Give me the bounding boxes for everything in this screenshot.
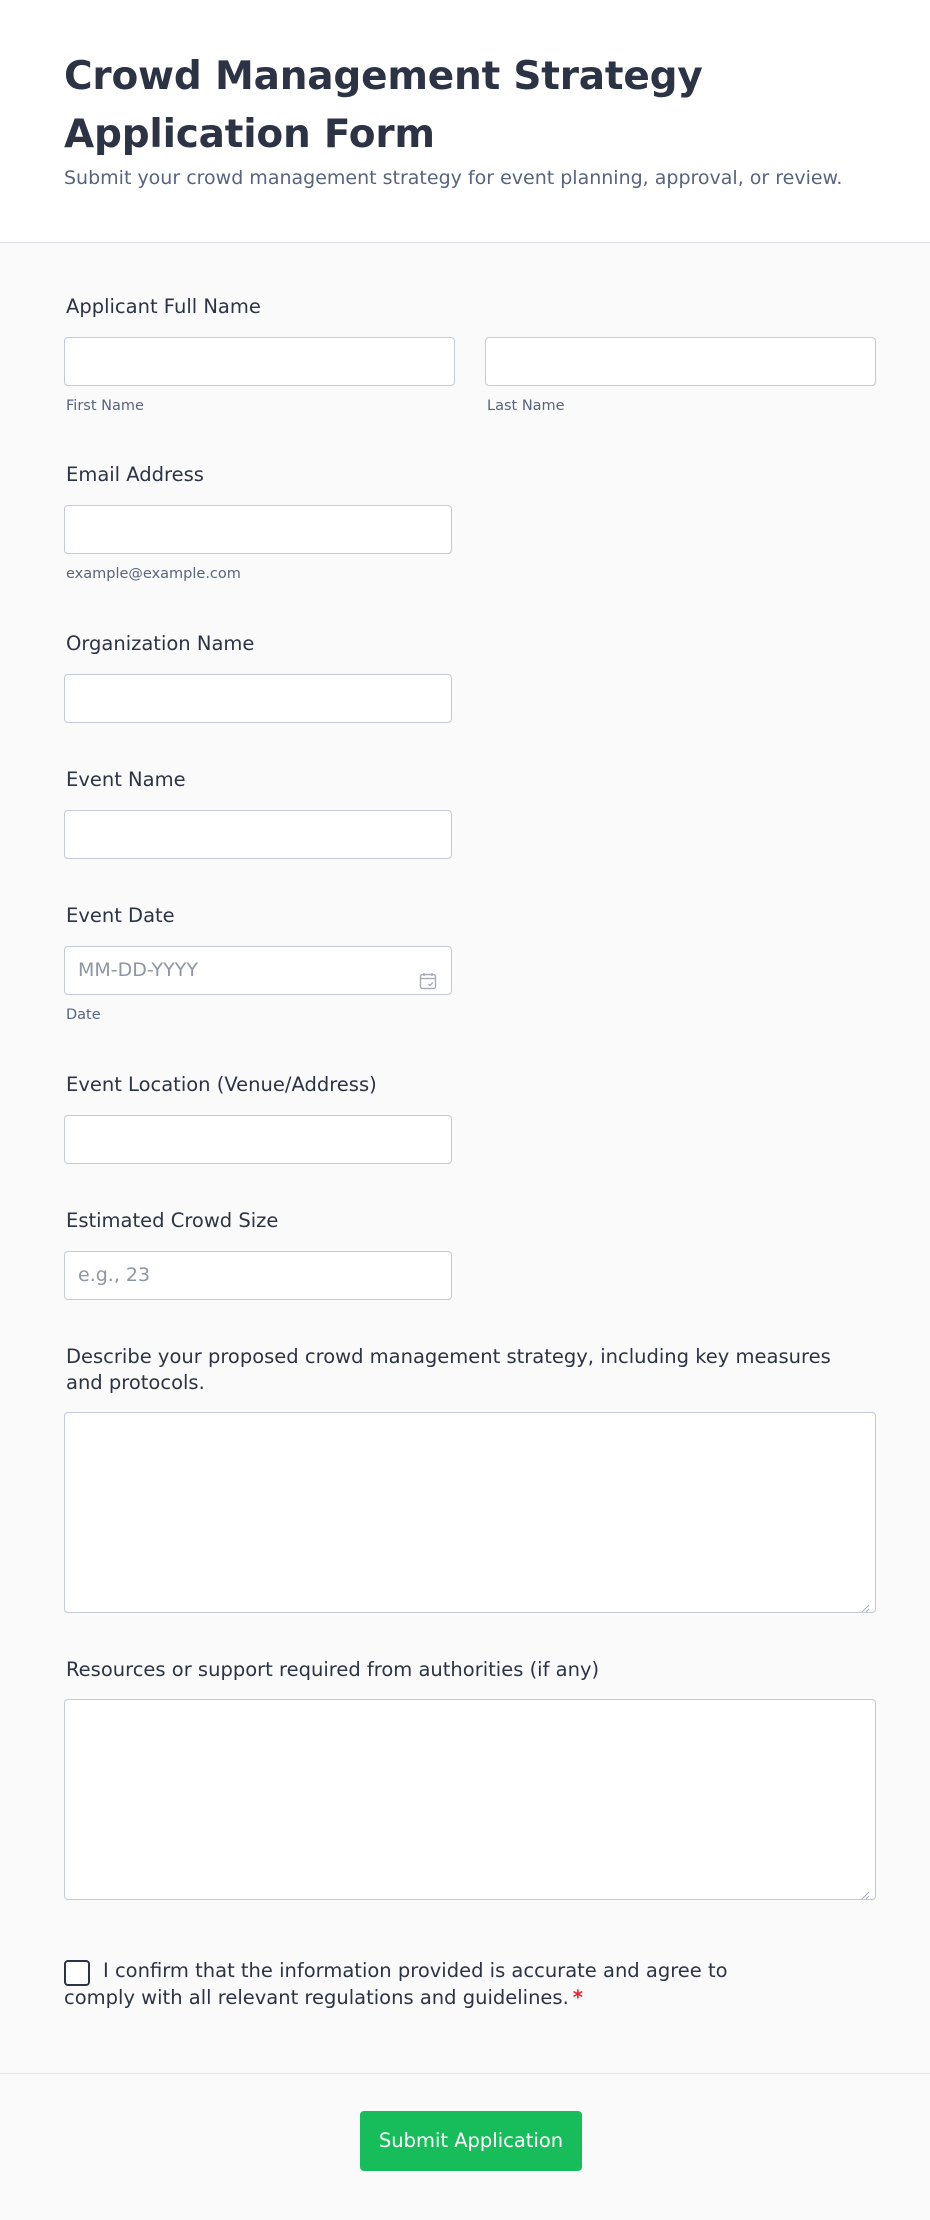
strategy-label: Describe your proposed crowd management strategy, including key measures and protocols.: [66, 1345, 831, 1394]
event-date-placeholder: MM-DD-YYYY: [78, 959, 198, 981]
email-label: Email Address: [66, 463, 204, 486]
event-name-input[interactable]: [64, 810, 452, 859]
event-location-field: [64, 1072, 452, 1164]
event-date-sublabel: Date: [66, 1007, 101, 1023]
strategy-field: [64, 1344, 876, 1613]
last-name-sublabel: Last Name: [487, 398, 565, 414]
event-location-label: Event Location (Venue/Address): [66, 1073, 377, 1096]
required-mark: *: [572, 1986, 583, 2009]
event-name-label: Event Name: [66, 768, 186, 791]
form-title: Crowd Management Strategy Application Form: [64, 54, 703, 157]
first-name-sublabel: First Name: [66, 398, 144, 414]
submit-button[interactable]: Submit Application: [360, 2111, 582, 2171]
full-name-field: [64, 294, 876, 414]
event-date-field: [64, 903, 452, 1023]
email-sublabel: example@example.com: [66, 566, 241, 582]
event-name-field: [64, 767, 452, 859]
form-header: [0, 0, 930, 243]
footer-divider: [0, 2073, 930, 2074]
crowd-size-label: Estimated Crowd Size: [66, 1209, 279, 1232]
organization-input[interactable]: [64, 674, 452, 723]
resources-textarea[interactable]: [64, 1699, 876, 1900]
event-location-input[interactable]: [64, 1115, 452, 1164]
form-subtitle: Submit your crowd management strategy for event planning, approval, or review.: [64, 167, 843, 189]
resources-label: Resources or support required from authorities (if any): [66, 1658, 600, 1681]
strategy-textarea[interactable]: [64, 1412, 876, 1613]
email-input[interactable]: [64, 505, 452, 554]
crowd-size-field: [64, 1208, 452, 1300]
full-name-label: Applicant Full Name: [66, 295, 261, 318]
first-name-input[interactable]: [64, 337, 455, 386]
confirm-label[interactable]: [64, 1957, 784, 2011]
resources-field: [64, 1657, 876, 1900]
crowd-size-placeholder: e.g., 23: [78, 1264, 151, 1286]
calendar-icon[interactable]: [419, 961, 437, 979]
event-date-label: Event Date: [66, 904, 175, 927]
organization-field: [64, 631, 452, 723]
last-name-input[interactable]: [485, 337, 876, 386]
confirm-text: I confirm that the information provided is accurate and agree to comply with all relevant regulations and guidelines.: [64, 1959, 728, 2009]
crowd-size-input[interactable]: [64, 1251, 452, 1300]
resize-handle-icon[interactable]: [861, 1598, 870, 1607]
organization-label: Organization Name: [66, 632, 255, 655]
email-field: [64, 462, 452, 582]
event-date-input[interactable]: [64, 946, 452, 995]
resize-handle-icon[interactable]: [861, 1885, 870, 1894]
